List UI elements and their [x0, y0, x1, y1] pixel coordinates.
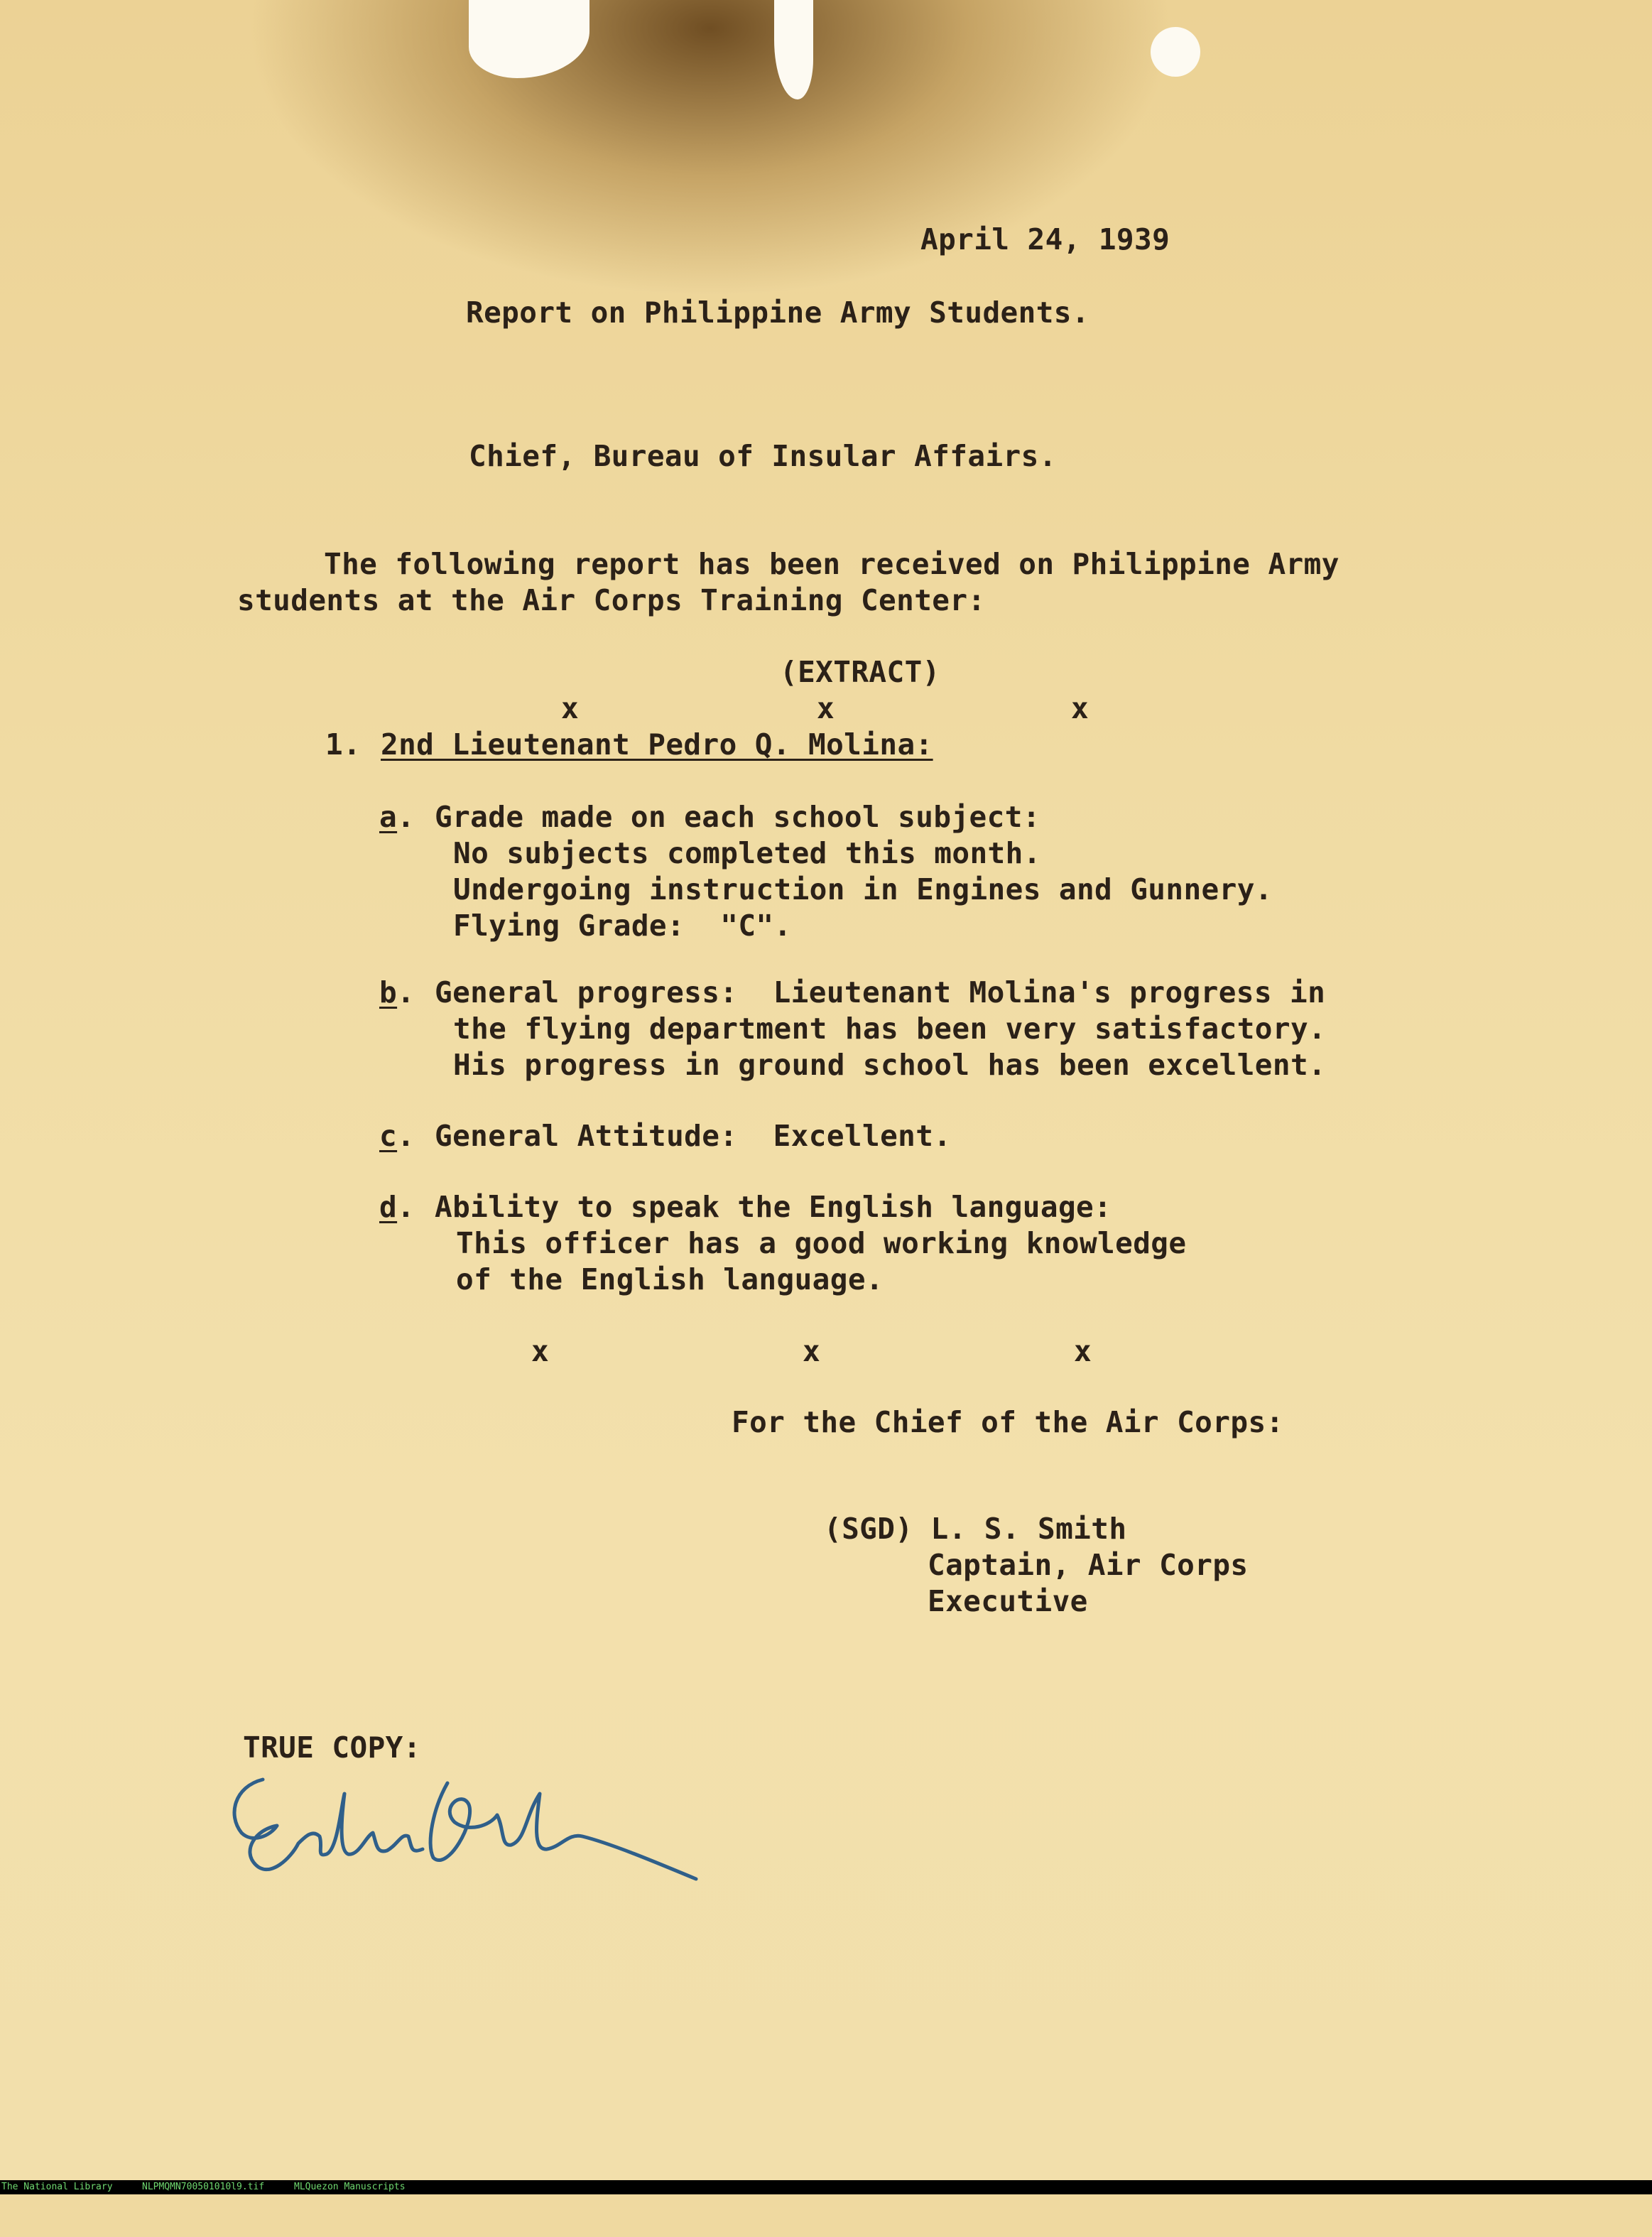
addressee-line: Chief, Bureau of Insular Affairs.: [469, 439, 1057, 473]
handwritten-signature: [213, 1765, 710, 1893]
item-c-line-1: General Attitude: Excellent.: [435, 1119, 952, 1153]
true-copy-label: TRUE COPY:: [243, 1730, 421, 1765]
signature-block-line-3: Executive: [928, 1584, 1088, 1618]
item-d-line-3: of the English language.: [456, 1262, 884, 1296]
signature-block-line-1: (SGD) L. S. Smith: [824, 1512, 1127, 1546]
item-d-dot: .: [397, 1190, 415, 1224]
item-a-line-1: Grade made on each school subject:: [435, 800, 1040, 834]
item-title: 2nd Lieutenant Pedro Q. Molina:: [381, 727, 933, 762]
separator-mark: x: [1071, 691, 1089, 725]
burn-hole-center: [774, 0, 813, 99]
footer-filename: NLPMQMN700501010l9.tif: [142, 2182, 265, 2192]
separator-mark: x: [531, 1334, 550, 1368]
archive-footer: [0, 2180, 1652, 2194]
item-number: 1.: [325, 727, 362, 762]
subject-line: Report on Philippine Army Students.: [466, 296, 1089, 330]
item-b-line-2: the flying department has been very satisfactory.: [453, 1012, 1327, 1046]
separator-mark: x: [1074, 1334, 1092, 1368]
date-line: April 24, 1939: [920, 222, 1170, 256]
item-d-label: d: [379, 1190, 398, 1224]
item-d-line-2: This officer has a good working knowledge: [456, 1226, 1187, 1260]
for-chief-line: For the Chief of the Air Corps:: [732, 1405, 1284, 1439]
footer-library: The National Library: [1, 2182, 113, 2192]
item-d-line-1: Ability to speak the English language:: [435, 1190, 1112, 1224]
item-b-dot: .: [397, 975, 415, 1009]
item-c-label: c: [379, 1119, 398, 1153]
burn-hole-right: [1151, 27, 1200, 77]
item-b-line-3: His progress in ground school has been excellent.: [453, 1048, 1327, 1082]
item-a-dot: .: [397, 800, 415, 834]
footer-collection: MLQuezon Manuscripts: [294, 2182, 406, 2192]
item-b-line-1: General progress: Lieutenant Molina's progress in: [435, 975, 1326, 1009]
separator-mark: x: [561, 691, 580, 725]
separator-mark: x: [817, 691, 835, 725]
item-a-line-2: No subjects completed this month.: [453, 836, 1041, 870]
signature-block-line-2: Captain, Air Corps: [928, 1548, 1249, 1582]
intro-line-2: students at the Air Corps Training Center:: [237, 583, 986, 617]
item-c-dot: .: [397, 1119, 415, 1153]
item-a-label: a: [379, 800, 398, 834]
separator-mark: x: [803, 1334, 821, 1368]
item-b-label: b: [379, 975, 398, 1009]
item-a-line-4: Flying Grade: "C".: [453, 909, 792, 943]
intro-line-1: The following report has been received on Philippine Army: [324, 547, 1339, 581]
item-a-line-3: Undergoing instruction in Engines and Gunnery.: [453, 872, 1273, 906]
burn-hole-left: [469, 0, 589, 78]
extract-label: (EXTRACT): [780, 655, 940, 689]
